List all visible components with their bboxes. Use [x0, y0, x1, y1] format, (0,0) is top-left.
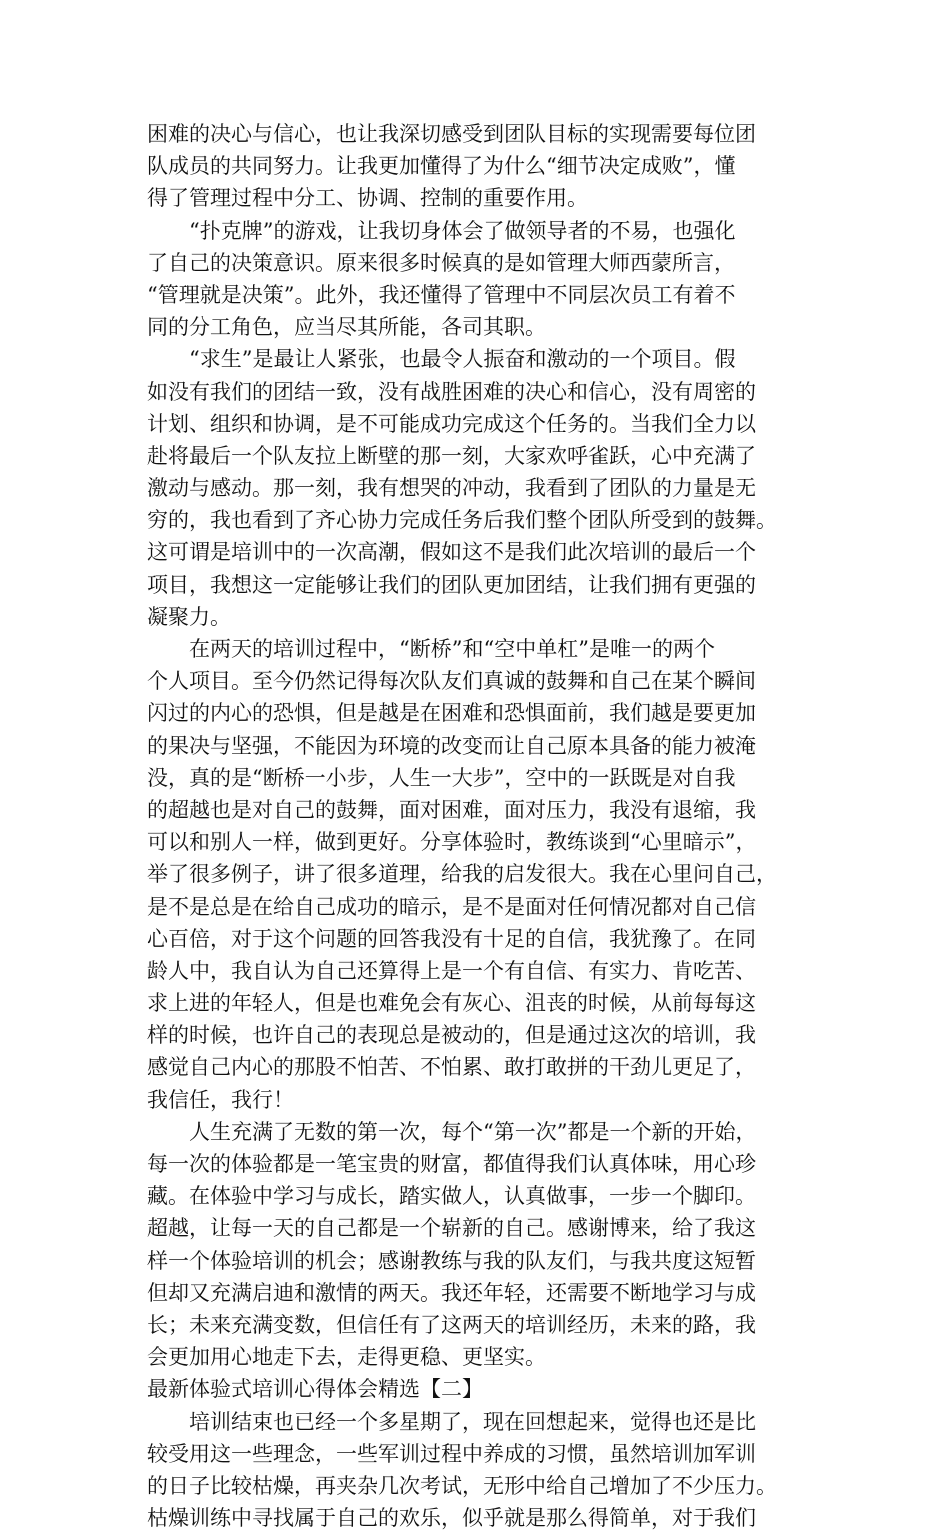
text-line: 枯燥训练中寻找属于自己的欢乐，似乎就是那么得简单，对于我们 — [147, 1506, 756, 1531]
text-line: 超越，让每一天的自己都是一个崭新的自己。感谢博来，给了我这 — [147, 1216, 756, 1241]
text-line: 培训结束也已经一个多星期了，现在回想起来，觉得也还是比 — [147, 1409, 756, 1434]
text-line: 的日子比较枯燥，再夹杂几次考试，无形中给自己增加了不少压力。 — [147, 1473, 777, 1498]
text-line: 计划、组织和协调，是不可能成功完成这个任务的。当我们全力以 — [147, 411, 756, 436]
text-line: 凝聚力。 — [147, 604, 231, 629]
text-line: 龄人中，我自认为自己还算得上是一个有自信、有实力、肯吃苦、 — [147, 958, 756, 983]
text-line: “求生”是最让人紧张，也最令人振奋和激动的一个项目。假 — [147, 347, 736, 372]
text-line: 藏。在体验中学习与成长，踏实做人，认真做事，一步一个脚印。 — [147, 1184, 756, 1209]
text-line: 的果决与坚强，不能因为环境的改变而让自己原本具备的能力被淹 — [147, 733, 756, 758]
text-line: 样的时候，也许自己的表现总是被动的，但是通过这次的培训，我 — [147, 1023, 756, 1048]
text-line: 的超越也是对自己的鼓舞，面对困难，面对压力，我没有退缩，我 — [147, 797, 756, 822]
text-line: 举了很多例子，讲了很多道理，给我的启发很大。我在心里问自己， — [147, 862, 777, 887]
text-line: 了自己的决策意识。原来很多时候真的是如管理大师西蒙所言， — [147, 250, 735, 275]
text-line: 在两天的培训过程中，“断桥”和“空中单杠”是唯一的两个 — [147, 637, 715, 661]
text-line: 闪过的内心的恐惧，但是越是在困难和恐惧面前，我们越是要更加 — [147, 701, 756, 726]
text-line: 项目，我想这一定能够让我们的团队更加团结，让我们拥有更强的 — [147, 572, 756, 597]
text-line: 激动与感动。那一刻，我有想哭的冲动，我看到了团队的力量是无 — [147, 476, 756, 501]
text-line: 没，真的是“断桥一小步，人生一大步”，空中的一跃既是对自我 — [147, 765, 736, 790]
text-line: 求上进的年轻人，但是也难免会有灰心、沮丧的时候，从前每每这 — [147, 991, 756, 1016]
text-line: 长；未来充满变数，但信任有了这两天的培训经历，未来的路，我 — [147, 1312, 756, 1337]
text-line: 赴将最后一个队友拉上断壁的那一刻，大家欢呼雀跃，心中充满了 — [147, 443, 756, 468]
text-line: 这可谓是培训中的一次高潮，假如这不是我们此次培训的最后一个 — [147, 540, 756, 565]
text-line: 我信任，我行！ — [147, 1087, 294, 1112]
text-line: 样一个体验培训的机会；感谢教练与我的队友们，与我共度这短暂 — [147, 1248, 756, 1273]
text-line: 较受用这一些理念，一些军训过程中养成的习惯，虽然培训加军训 — [147, 1441, 756, 1466]
text-line: 人生充满了无数的第一次，每个“第一次”都是一个新的开始， — [147, 1119, 757, 1144]
text-line: 个人项目。至今仍然记得每次队友们真诚的鼓舞和自己在某个瞬间 — [147, 669, 756, 694]
text-line: 但却又充满启迪和激情的两天。我还年轻，还需要不断地学习与成 — [147, 1280, 756, 1305]
text-line: 心百倍，对于这个问题的回答我没有十足的自信，我犹豫了。在同 — [147, 926, 756, 951]
text-line: 穷的，我也看到了齐心协力完成任务后我们整个团队所受到的鼓舞。 — [147, 508, 777, 533]
text-line: 最新体验式培训心得体会精选【二】 — [147, 1377, 483, 1402]
text-line: 队成员的共同努力。让我更加懂得了为什么“细节决定成败”，懂 — [147, 154, 736, 179]
text-line: 会更加用心地走下去，走得更稳、更坚实。 — [147, 1345, 546, 1370]
text-line: “扑克牌”的游戏，让我切身体会了做领导者的不易，也强化 — [147, 218, 736, 243]
text-line: “管理就是决策”。此外，我还懂得了管理中不同层次员工有着不 — [147, 282, 736, 307]
text-line: 困难的决心与信心，也让我深切感受到团队目标的实现需要每位团 — [147, 122, 756, 146]
text-line: 可以和别人一样，做到更好。分享体验时，教练谈到“心里暗示”， — [147, 830, 757, 855]
text-line: 每一次的体验都是一笔宝贵的财富，都值得我们认真体味，用心珍 — [147, 1152, 756, 1176]
text-line: 是不是总是在给自己成功的暗示，是不是面对任何情况都对自己信 — [147, 894, 756, 919]
document-body — [147, 118, 827, 1534]
text-line: 感觉自己内心的那股不怕苦、不怕累、敢打敢拼的干劲儿更足了， — [147, 1055, 756, 1080]
text-line: 同的分工角色，应当尽其所能，各司其职。 — [147, 315, 546, 340]
text-line: 如没有我们的团结一致，没有战胜困难的决心和信心，没有周密的 — [147, 379, 756, 404]
text-line: 得了管理过程中分工、协调、控制的重要作用。 — [147, 186, 588, 211]
